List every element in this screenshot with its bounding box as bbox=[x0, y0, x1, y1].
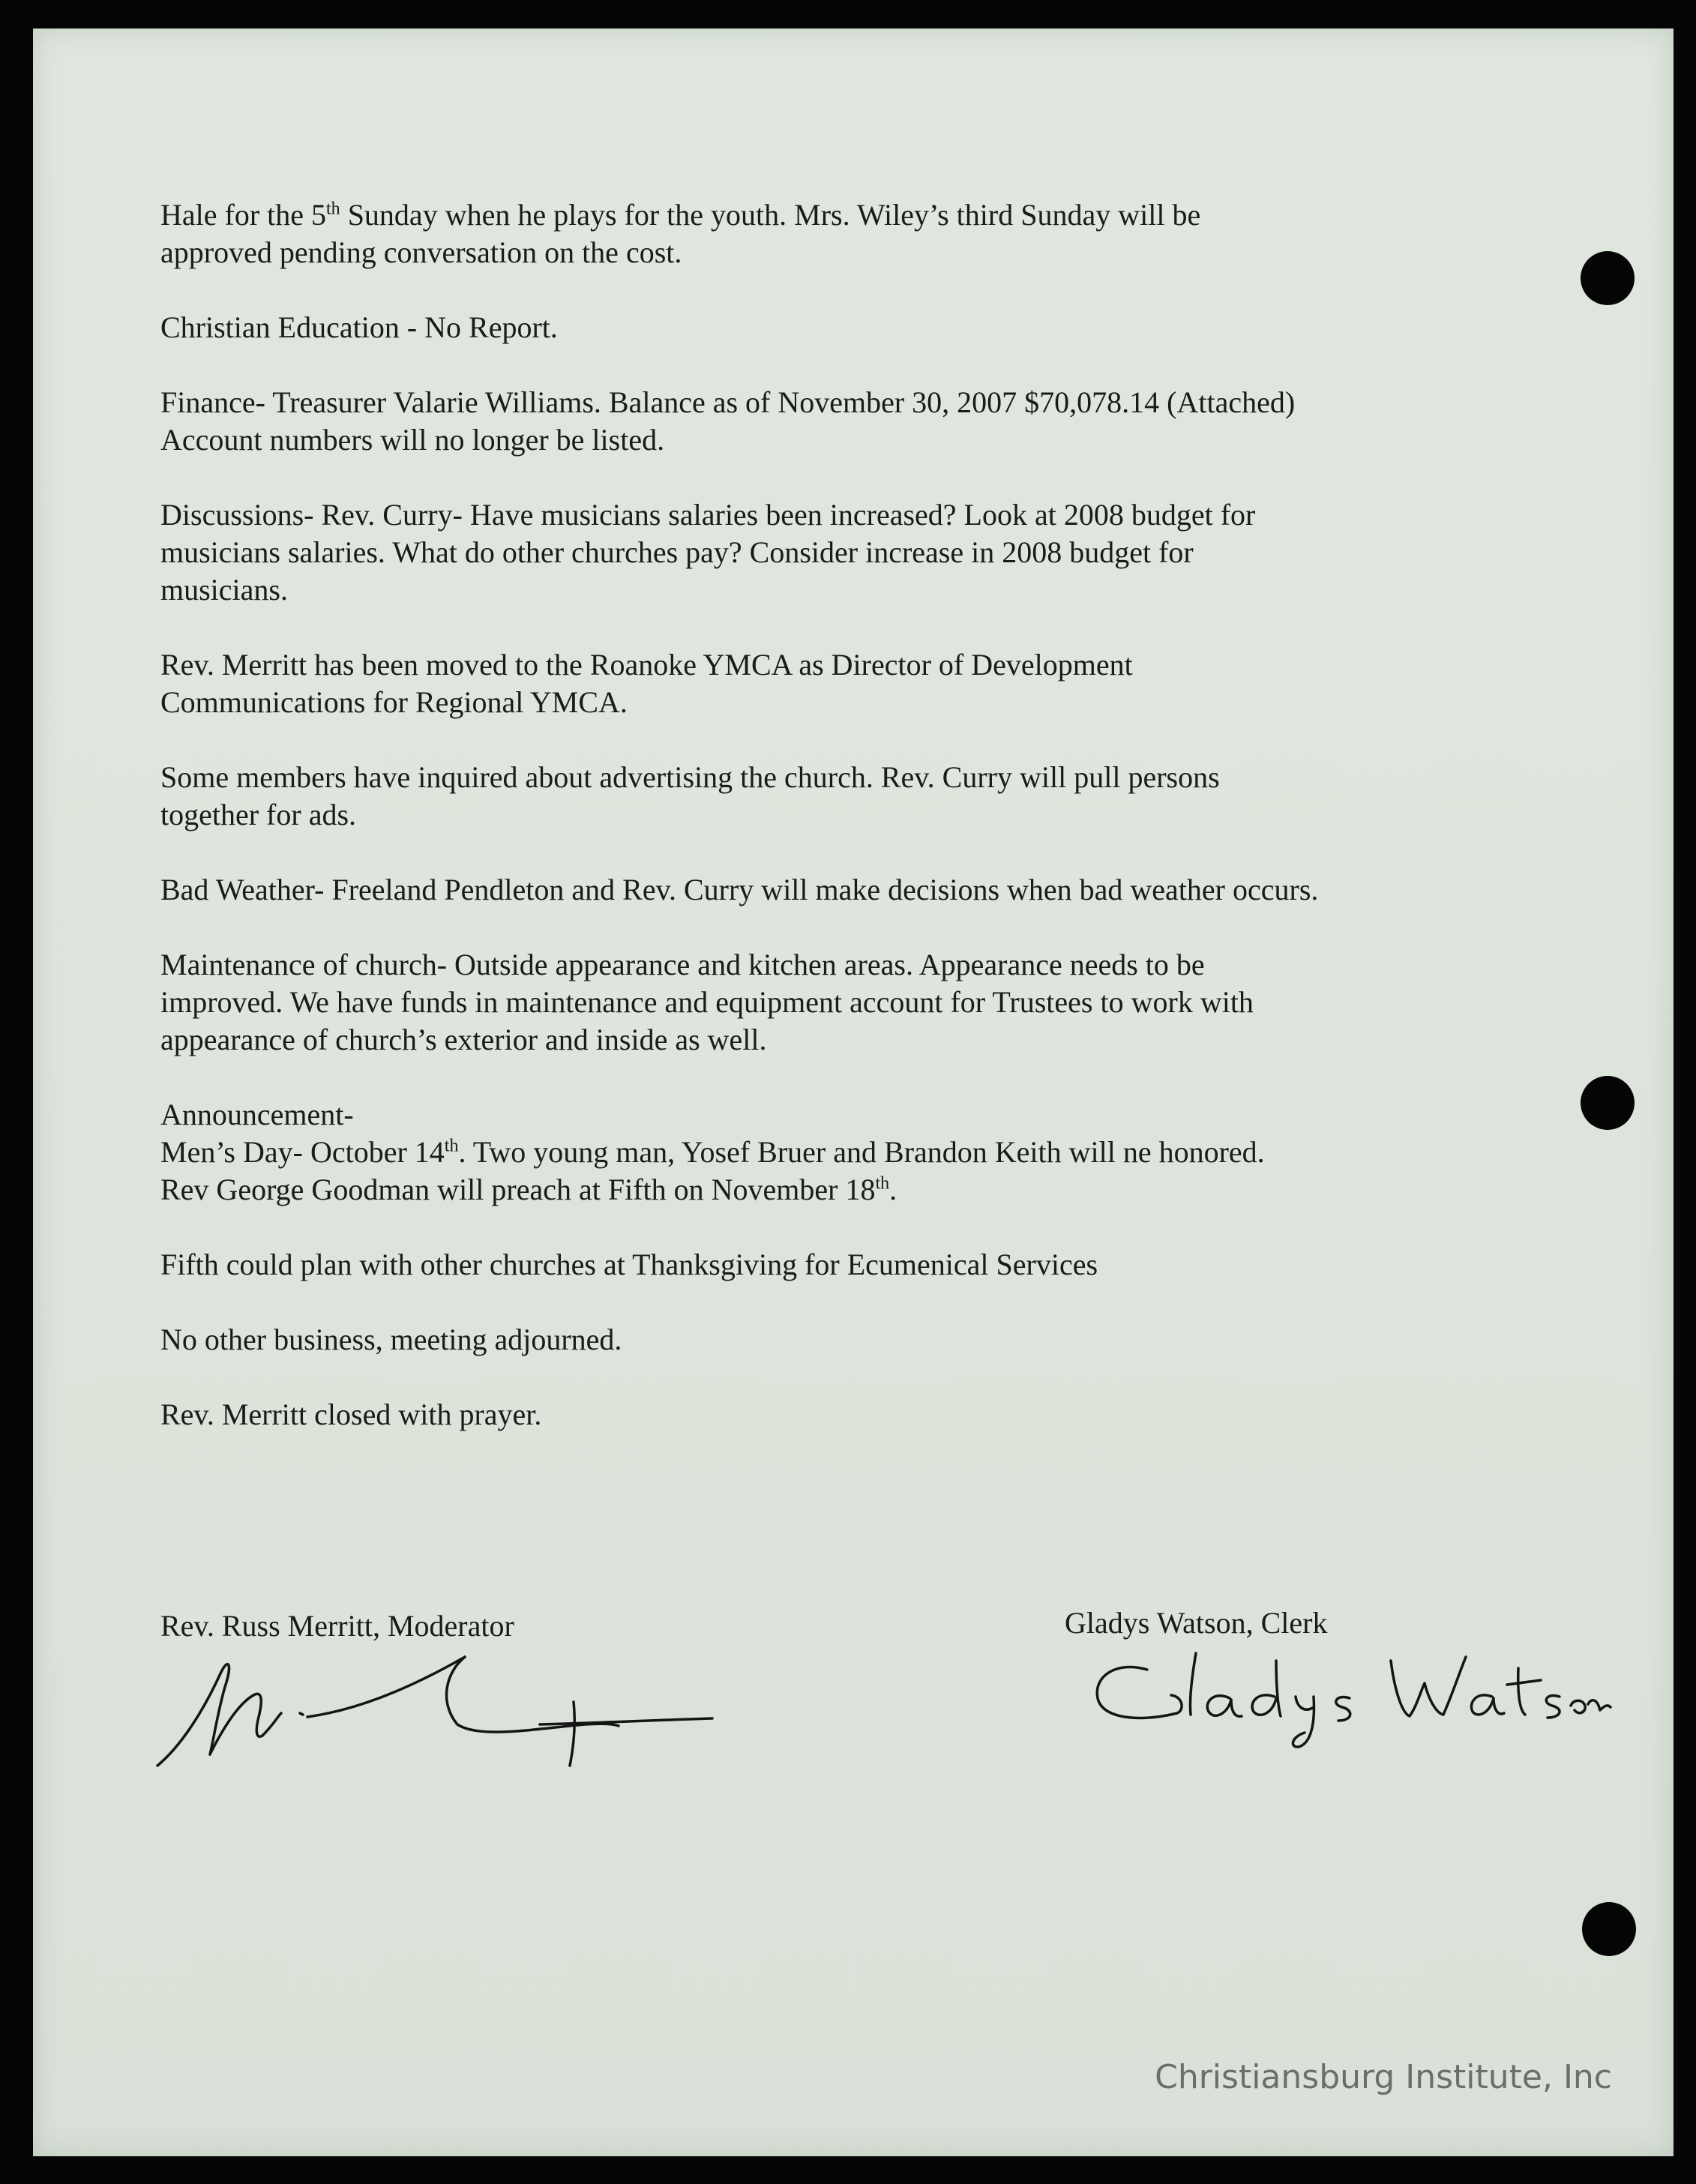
text-run: Announcement- bbox=[160, 1098, 354, 1131]
paragraph-p4 bbox=[160, 496, 1480, 609]
clerk-signature bbox=[1087, 1638, 1612, 1751]
paragraph-p5 bbox=[160, 646, 1480, 721]
text-run: Finance- Treasurer Valarie Williams. Balance as of November 30, 2007 $70,078.14 (Attached) bbox=[160, 385, 1296, 419]
paragraph-p7 bbox=[160, 871, 1480, 909]
text-run: Rev. Merritt has been moved to the Roanoke YMCA as Director of Development bbox=[160, 648, 1133, 682]
paragraph-p3 bbox=[160, 384, 1480, 459]
minutes-body bbox=[160, 196, 1480, 1471]
paragraph-p9 bbox=[160, 1096, 1480, 1209]
text-run: Discussions- Rev. Curry- Have musicians salaries been increased? Look at 2008 budget for bbox=[160, 498, 1256, 532]
text-run: Bad Weather- Freeland Pendleton and Rev. Curry will make decisions when bad weather occurs. bbox=[160, 873, 1319, 906]
text-run: Fifth could plan with other churches at Thanksgiving for Ecumenical Services bbox=[160, 1248, 1098, 1281]
superscript: th bbox=[444, 1136, 459, 1156]
text-run: together for ads. bbox=[160, 798, 357, 831]
text-run: appearance of church’s exterior and inside as well. bbox=[160, 1023, 767, 1056]
text-run: Some members have inquired about advertising the church. Rev. Curry will pull persons bbox=[160, 760, 1220, 794]
moderator-signature bbox=[150, 1642, 720, 1777]
superscript: th bbox=[326, 199, 340, 219]
text-run: . bbox=[889, 1173, 897, 1206]
paragraph-p12 bbox=[160, 1396, 1480, 1434]
text-run: Communications for Regional YMCA. bbox=[160, 685, 628, 719]
punch-hole bbox=[1581, 251, 1635, 305]
text-run: Account numbers will no longer be listed. bbox=[160, 423, 665, 457]
text-run: Sunday when he plays for the youth. Mrs. Wiley’s third Sunday will be bbox=[340, 198, 1201, 232]
text-run: Men’s Day- October 14 bbox=[160, 1135, 445, 1169]
text-run: improved. We have funds in maintenance and equipment account for Trustees to work with bbox=[160, 985, 1254, 1019]
clerk-label: Gladys Watson, Clerk bbox=[1065, 1606, 1328, 1640]
moderator-label: Rev. Russ Merritt, Moderator bbox=[160, 1609, 514, 1643]
text-run: approved pending conversation on the cost. bbox=[160, 235, 682, 269]
paragraph-p2 bbox=[160, 309, 1480, 346]
text-run: musicians. bbox=[160, 573, 288, 607]
text-run: Hale for the 5 bbox=[160, 198, 327, 232]
text-run: musicians salaries. What do other churches pay? Consider increase in 2008 budget for bbox=[160, 535, 1194, 569]
punch-hole bbox=[1582, 1902, 1636, 1956]
text-run: Rev George Goodman will preach at Fifth on November 18 bbox=[160, 1173, 876, 1206]
paragraph-p10 bbox=[160, 1246, 1480, 1284]
paragraph-p6 bbox=[160, 759, 1480, 834]
text-run: . Two young man, Yosef Bruer and Brandon Keith will ne honored. bbox=[458, 1135, 1265, 1169]
paragraph-p1 bbox=[160, 196, 1480, 271]
paragraph-p11 bbox=[160, 1321, 1480, 1359]
watermark: Christiansburg Institute, Inc bbox=[1155, 2058, 1612, 2096]
punch-hole bbox=[1581, 1076, 1635, 1130]
text-run: No other business, meeting adjourned. bbox=[160, 1323, 622, 1356]
text-run: Rev. Merritt closed with prayer. bbox=[160, 1398, 542, 1431]
paragraph-p8 bbox=[160, 946, 1480, 1059]
text-run: Christian Education - No Report. bbox=[160, 310, 558, 344]
superscript: th bbox=[875, 1173, 890, 1194]
text-run: Maintenance of church- Outside appearance and kitchen areas. Appearance needs to be bbox=[160, 948, 1205, 981]
